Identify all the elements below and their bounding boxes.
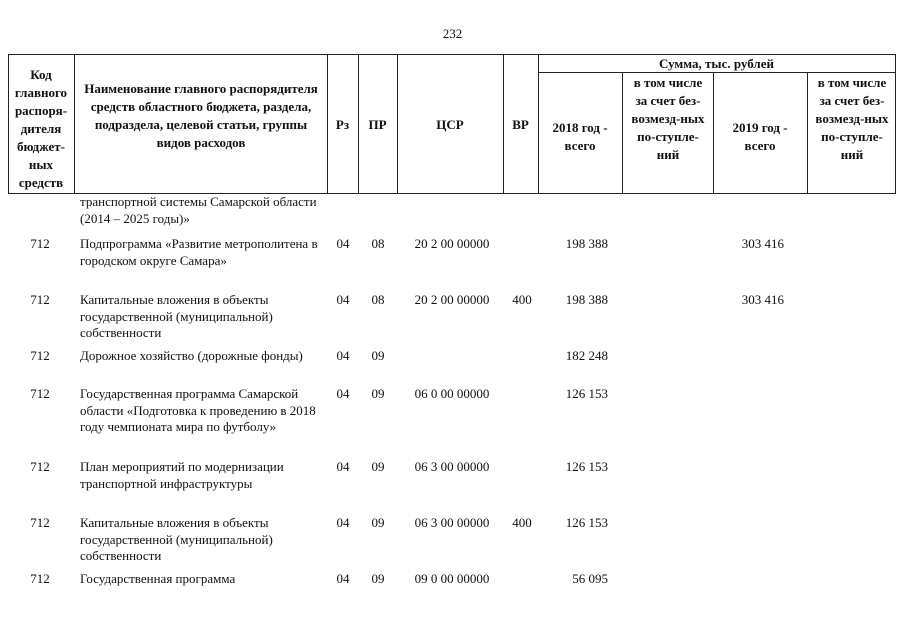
row-4-code: 712 (30, 459, 50, 474)
row-6-pr: 09 (371, 571, 385, 586)
row-1-rz: 04 (336, 292, 350, 307)
row-5-code: 712 (30, 515, 50, 530)
row-2-pr: 09 (371, 348, 385, 363)
row-6-sum-2018: 56 095 (572, 571, 608, 586)
row-2-sum-2018: 182 248 (565, 348, 608, 363)
row-5-pr: 09 (371, 515, 385, 530)
col-border-8 (713, 72, 714, 194)
row-1-sum-2018: 198 388 (565, 292, 608, 307)
row-3-sum-2018: 126 153 (565, 386, 608, 401)
row-0-name: Подпрограмма «Развитие метрополитена в городском округе Самара» (80, 236, 318, 268)
row-2-name: Дорожное хозяйство (дорожные фонды) (80, 348, 303, 363)
row-4-name: План мероприятий по модернизации транспортной инфраструктуры (80, 459, 284, 491)
row-5-sum-2018: 126 153 (565, 515, 608, 530)
row-6-csr: 09 0 00 00000 (414, 571, 490, 586)
header-pr: ПР (368, 117, 387, 132)
header-2018-total: 2018 год - всего (552, 120, 608, 153)
col-border-7 (622, 72, 623, 194)
row-0-code: 712 (30, 236, 50, 251)
row-3-csr: 06 0 00 00000 (414, 386, 490, 401)
row-1-vr: 400 (512, 292, 532, 307)
row-2-code: 712 (30, 348, 50, 363)
row-0-csr: 20 2 00 00000 (414, 236, 490, 251)
row-0-sum-2018: 198 388 (565, 236, 608, 251)
row-1-csr: 20 2 00 00000 (414, 292, 490, 307)
col-border-6 (538, 54, 539, 194)
row-5-name: Капитальные вложения в объекты государственной (муниципальной) собственности (80, 515, 273, 563)
row-4-sum-2018: 126 153 (565, 459, 608, 474)
row-4-csr: 06 3 00 00000 (414, 459, 490, 474)
row-1-code: 712 (30, 292, 50, 307)
row-4-rz: 04 (336, 459, 350, 474)
header-sum-title: Сумма, тыс. рублей (659, 56, 774, 71)
row-1-pr: 08 (371, 292, 385, 307)
header-rz: Рз (335, 117, 350, 132)
row-0-sum-2019: 303 416 (741, 236, 784, 251)
row-4-pr: 09 (371, 459, 385, 474)
col-border-1 (74, 54, 75, 194)
row-0-rz: 04 (336, 236, 350, 251)
header-vr: ВР (512, 117, 529, 132)
continuation-text: транспортной системы Самарской области (2014 – 2025 годы)» (80, 194, 317, 226)
row-1-name: Капитальные вложения в объекты государственной (муниципальной) собственности (80, 292, 273, 340)
header-name: Наименование главного распорядителя средств областного бюджета, раздела, подраздела, целевой статьи, группы видов расходов (84, 81, 318, 150)
row-5-rz: 04 (336, 515, 350, 530)
row-6-rz: 04 (336, 571, 350, 586)
row-5-csr: 06 3 00 00000 (414, 515, 490, 530)
row-3-code: 712 (30, 386, 50, 401)
row-1-sum-2019: 303 416 (741, 292, 784, 307)
row-5-vr: 400 (512, 515, 532, 530)
col-border-10 (895, 54, 896, 194)
row-0-pr: 08 (371, 236, 385, 251)
header-csr: ЦСР (436, 117, 464, 132)
header-2018-grants: в том числе за счет без-возмезд-ных по-ступле-ний (631, 75, 705, 162)
row-3-rz: 04 (336, 386, 350, 401)
row-6-code: 712 (30, 571, 50, 586)
header-2019-grants: в том числе за счет без-возмезд-ных по-ступле-ний (815, 75, 889, 162)
row-6-name: Государственная программа (80, 571, 236, 586)
header-2019-total: 2019 год - всего (732, 120, 788, 153)
page-number: 232 (442, 26, 463, 41)
header-code: Код главного распоря-дителя бюджет-ных средств (14, 67, 68, 190)
row-2-rz: 04 (336, 348, 350, 363)
row-3-name: Государственная программа Самарской области «Подготовка к проведению в 2018 году чемпионата мира по футболу» (80, 386, 316, 434)
row-3-pr: 09 (371, 386, 385, 401)
col-border-9 (807, 72, 808, 194)
